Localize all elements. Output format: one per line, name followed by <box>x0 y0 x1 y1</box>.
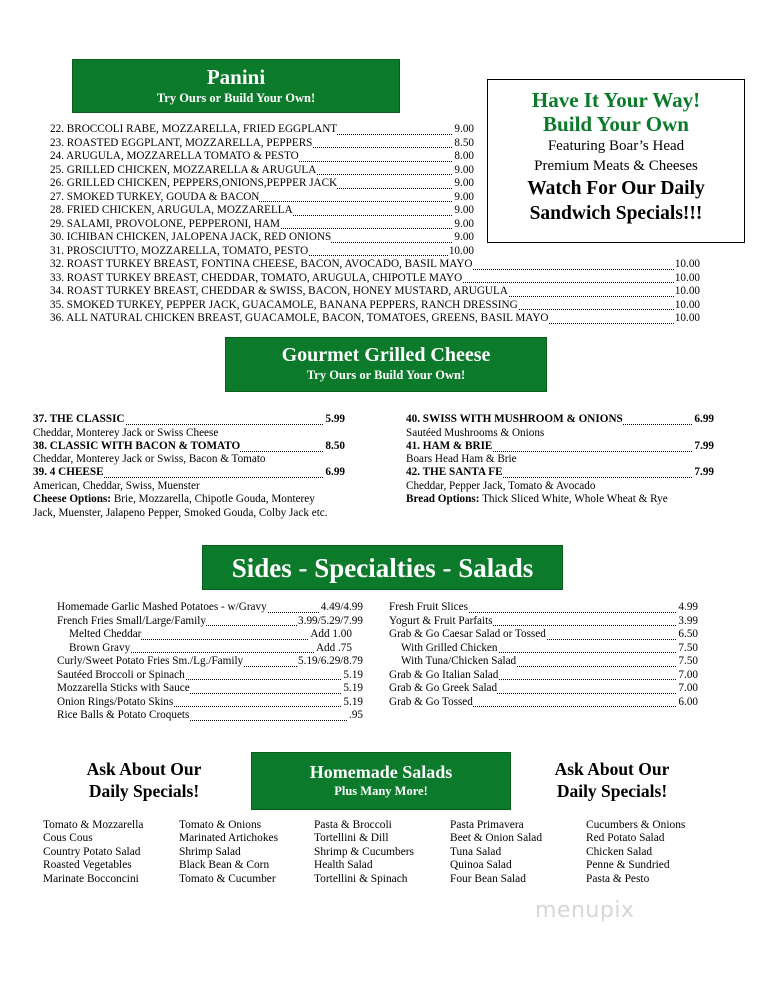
item-label: Grab & Go Greek Salad <box>389 682 498 694</box>
menupix-watermark: menupix <box>535 898 635 923</box>
list-item: Shrimp Salad <box>179 845 241 858</box>
homemade-salads-banner <box>251 752 511 810</box>
grilled-cheese-subtitle: Try Ours or Build Your Own! <box>306 368 466 382</box>
item-price: .95 <box>348 708 363 724</box>
item-price: 5.19 <box>342 695 363 711</box>
item-label: 23. ROASTED EGGPLANT, MOZZARELLA, PEPPERS <box>50 136 313 149</box>
list-item: Penne & Sundried <box>586 859 670 872</box>
item-label: Grab & Go Caesar Salad or Tossed <box>389 628 546 640</box>
salad-column-5 <box>586 819 685 886</box>
item-price: 8.50 <box>453 136 474 152</box>
item-label: Melted Cheddar <box>69 628 142 640</box>
list-item: Tortellini & Spinach <box>314 872 408 885</box>
item-label: Grab & Go Italian Salad <box>389 668 499 681</box>
list-item: Quinoa Salad <box>450 859 512 872</box>
list-item: Tortellini & Dill <box>314 832 389 845</box>
item-label: 27. SMOKED TURKEY, GOUDA & BACON <box>50 190 260 203</box>
item-price: 4.99 <box>677 600 698 616</box>
item-label: 39. 4 CHEESE <box>33 466 104 478</box>
item-price: 3.99/5.29/7.99 <box>297 614 363 630</box>
list-item: Pasta & Pesto <box>586 872 650 885</box>
item-label: Mozzarella Sticks with Sauce <box>57 682 190 694</box>
item-price: 10.00 <box>674 298 700 314</box>
have-it-your-way-box <box>487 79 745 243</box>
item-price: 9.00 <box>453 190 474 206</box>
ask-specials-right <box>527 758 697 802</box>
item-price: 7.99 <box>693 439 714 455</box>
have-it-line5: Watch For Our Daily <box>527 178 705 199</box>
list-item: Marinated Artichokes <box>179 832 279 845</box>
item-label: Brown Gravy <box>69 641 131 654</box>
item-label: Curly/Sweet Potato Fries Sm./Lg./Family <box>57 655 244 667</box>
ask-right-line1: Ask About Our <box>554 759 670 779</box>
item-description: Boars Head Ham & Brie <box>406 453 517 465</box>
item-label: 37. THE CLASSIC <box>33 413 125 425</box>
ask-right-line2: Daily Specials! <box>556 781 668 801</box>
list-item: Health Salad <box>314 859 373 872</box>
item-price: 8.00 <box>453 149 474 165</box>
have-it-line1: Have It Your Way! <box>531 88 701 112</box>
have-it-line6: Sandwich Specials!!! <box>529 203 703 224</box>
bread-options <box>406 492 668 508</box>
ask-specials-left <box>59 758 229 802</box>
list-item: Country Potato Salad <box>43 845 141 858</box>
salad-column-4 <box>450 819 542 886</box>
bread-options-label: Bread Options: <box>406 493 480 505</box>
item-label: 42. THE SANTA FE <box>406 466 503 478</box>
item-label: 40. SWISS WITH MUSHROOM & ONIONS <box>406 413 623 425</box>
list-item <box>389 695 698 711</box>
panini-banner <box>72 59 400 113</box>
item-price: 5.19 <box>342 681 363 697</box>
item-label: Onion Rings/Potato Skins <box>57 695 174 708</box>
list-item: Pasta Primavera <box>450 819 524 831</box>
item-label: 31. PROSCIUTTO, MOZZARELLA, TOMATO, PESTO <box>50 244 309 257</box>
item-price: 9.00 <box>453 203 474 219</box>
grilled-cheese-banner <box>225 337 547 392</box>
list-item: Chicken Salad <box>586 845 653 858</box>
salad-column-1 <box>43 819 143 886</box>
list-item: Tomato & Cucumber <box>179 872 276 885</box>
item-label: 30. ICHIBAN CHICKEN, JALOPENA JACK, RED ONIONS <box>50 231 332 243</box>
item-price: 9.00 <box>453 122 474 138</box>
item-label: Rice Balls & Potato Croquets <box>57 709 190 721</box>
item-price: 6.50 <box>677 627 698 643</box>
item-label: With Grilled Chicken <box>401 641 498 654</box>
homemade-salads-title: Homemade Salads <box>309 762 453 782</box>
item-label: 25. GRILLED CHICKEN, MOZZARELLA & ARUGULA <box>50 163 317 176</box>
item-price: 7.50 <box>677 641 698 657</box>
list-item <box>57 708 363 724</box>
list-item: Roasted Vegetables <box>43 859 132 872</box>
list-item: Tomato & Mozzarella <box>43 819 144 831</box>
item-label: 38. CLASSIC WITH BACON & TOMATO <box>33 440 241 452</box>
item-price: 7.99 <box>693 465 714 481</box>
list-item: Tomato & Onions <box>179 819 262 831</box>
item-price: 9.00 <box>453 230 474 246</box>
bread-options-text: Thick Sliced White, Whole Wheat & Rye <box>479 493 668 505</box>
item-price: 9.00 <box>453 163 474 179</box>
item-price: 6.00 <box>677 695 698 711</box>
grilled-cheese-title: Gourmet Grilled Cheese <box>281 344 491 366</box>
item-label: 33. ROAST TURKEY BREAST, CHEDDAR, TOMATO, ARUGULA, CHIPOTLE MAYO <box>50 271 463 284</box>
list-item: Beet & Onion Salad <box>450 832 543 845</box>
list-item: Black Bean & Corn <box>179 859 270 872</box>
item-description: Sautéed Mushrooms & Onions <box>406 427 545 439</box>
ask-left-line1: Ask About Our <box>86 759 202 779</box>
item-price: 6.99 <box>693 412 714 428</box>
item-price: 10.00 <box>674 284 700 300</box>
cheese-options-text: Brie, Mozzarella, Chipotle Gouda, Monterey <box>111 493 315 505</box>
item-label: 34. ROAST TURKEY BREAST, CHEDDAR & SWISS, BACON, HONEY MUSTARD, ARUGULA <box>50 285 508 297</box>
item-label: Yogurt & Fruit Parfaits <box>389 614 493 627</box>
item-price: 10.00 <box>448 244 474 260</box>
item-price: 10.00 <box>674 257 700 273</box>
item-label: French Fries Small/Large/Family <box>57 614 206 627</box>
have-it-line3: Featuring Boar’s Head <box>547 138 685 154</box>
item-price: 6.99 <box>324 465 345 481</box>
item-price: 10.00 <box>674 271 700 287</box>
item-description: Cheddar, Monterey Jack or Swiss, Bacon & Tomato <box>33 453 266 465</box>
list-item: Tuna Salad <box>450 845 502 858</box>
have-it-line4: Premium Meats & Cheeses <box>534 158 698 174</box>
item-price: 7.00 <box>677 668 698 684</box>
have-it-line2: Build Your Own <box>543 112 689 136</box>
cheese-options-continued: Jack, Muenster, Jalapeno Pepper, Smoked Gouda, Colby Jack etc. <box>33 507 328 519</box>
item-label: 26. GRILLED CHICKEN, PEPPERS,ONIONS,PEPPER JACK <box>50 177 338 189</box>
item-label: With Tuna/Chicken Salad <box>401 655 517 667</box>
item-label: 28. FRIED CHICKEN, ARUGULA, MOZZARELLA <box>50 204 293 216</box>
salad-column-3 <box>314 819 414 886</box>
panini-subtitle: Try Ours or Build Your Own! <box>156 91 316 105</box>
item-label: Sautéed Broccoli or Spinach <box>57 668 185 681</box>
item-label: 36. ALL NATURAL CHICKEN BREAST, GUACAMOLE, BACON, TOMATOES, GREENS, BASIL MAYO <box>50 312 549 324</box>
panini-title: Panini <box>206 65 266 89</box>
item-description: American, Cheddar, Swiss, Muenster <box>33 480 200 492</box>
ask-left-line2: Daily Specials! <box>88 781 200 801</box>
item-price: 8.50 <box>324 439 345 455</box>
list-item <box>50 311 700 327</box>
item-price: 9.00 <box>453 217 474 233</box>
list-item: Four Bean Salad <box>450 872 526 885</box>
cheese-options-label: Cheese Options: <box>33 493 112 505</box>
list-item: Pasta & Broccoli <box>314 819 392 831</box>
item-price: 10.00 <box>674 311 700 327</box>
sides-title: Sides - Specialties - Salads <box>231 553 534 583</box>
item-price: 9.00 <box>453 176 474 192</box>
item-price: 7.50 <box>677 654 698 670</box>
item-price: 5.19/6.29/8.79 <box>297 654 363 670</box>
item-price: 5.19 <box>342 668 363 684</box>
item-price: Add .75 <box>315 641 352 657</box>
list-item: Cucumbers & Onions <box>586 819 686 831</box>
list-item: Shrimp & Cucumbers <box>314 845 414 858</box>
homemade-salads-subtitle: Plus Many More! <box>334 784 428 798</box>
item-label: Fresh Fruit Slices <box>389 601 468 613</box>
list-item: Red Potato Salad <box>586 832 665 845</box>
list-item: Marinate Bocconcini <box>43 872 139 885</box>
sides-banner <box>202 545 563 590</box>
item-label: 35. SMOKED TURKEY, PEPPER JACK, GUACAMOLE, BANANA PEPPERS, RANCH DRESSING <box>50 298 518 311</box>
item-description: Cheddar, Pepper Jack, Tomato & Avocado <box>406 480 596 492</box>
item-label: 24. ARUGULA, MOZZARELLA TOMATO & PESTO <box>50 150 299 162</box>
item-price: 4.49/4.99 <box>320 600 363 616</box>
item-label: 32. ROAST TURKEY BREAST, FONTINA CHEESE, BACON, AVOCADO, BASIL MAYO <box>50 258 473 270</box>
item-label: Homemade Garlic Mashed Potatoes - w/Gravy <box>57 601 267 613</box>
item-label: Grab & Go Tossed <box>389 695 473 708</box>
item-price: Add 1.00 <box>309 627 352 643</box>
item-label: 22. BROCCOLI RABE, MOZZARELLA, FRIED EGGPLANT <box>50 123 338 135</box>
item-description: Cheddar, Monterey Jack or Swiss Cheese <box>33 427 219 439</box>
list-item: Cous Cous <box>43 832 93 845</box>
salad-column-2 <box>179 819 278 886</box>
item-label: 29. SALAMI, PROVOLONE, PEPPERONI, HAM <box>50 217 280 230</box>
item-price: 7.00 <box>677 681 698 697</box>
item-price: 3.99 <box>677 614 698 630</box>
item-price: 5.99 <box>324 412 345 428</box>
item-label: 41. HAM & BRIE <box>406 440 493 452</box>
